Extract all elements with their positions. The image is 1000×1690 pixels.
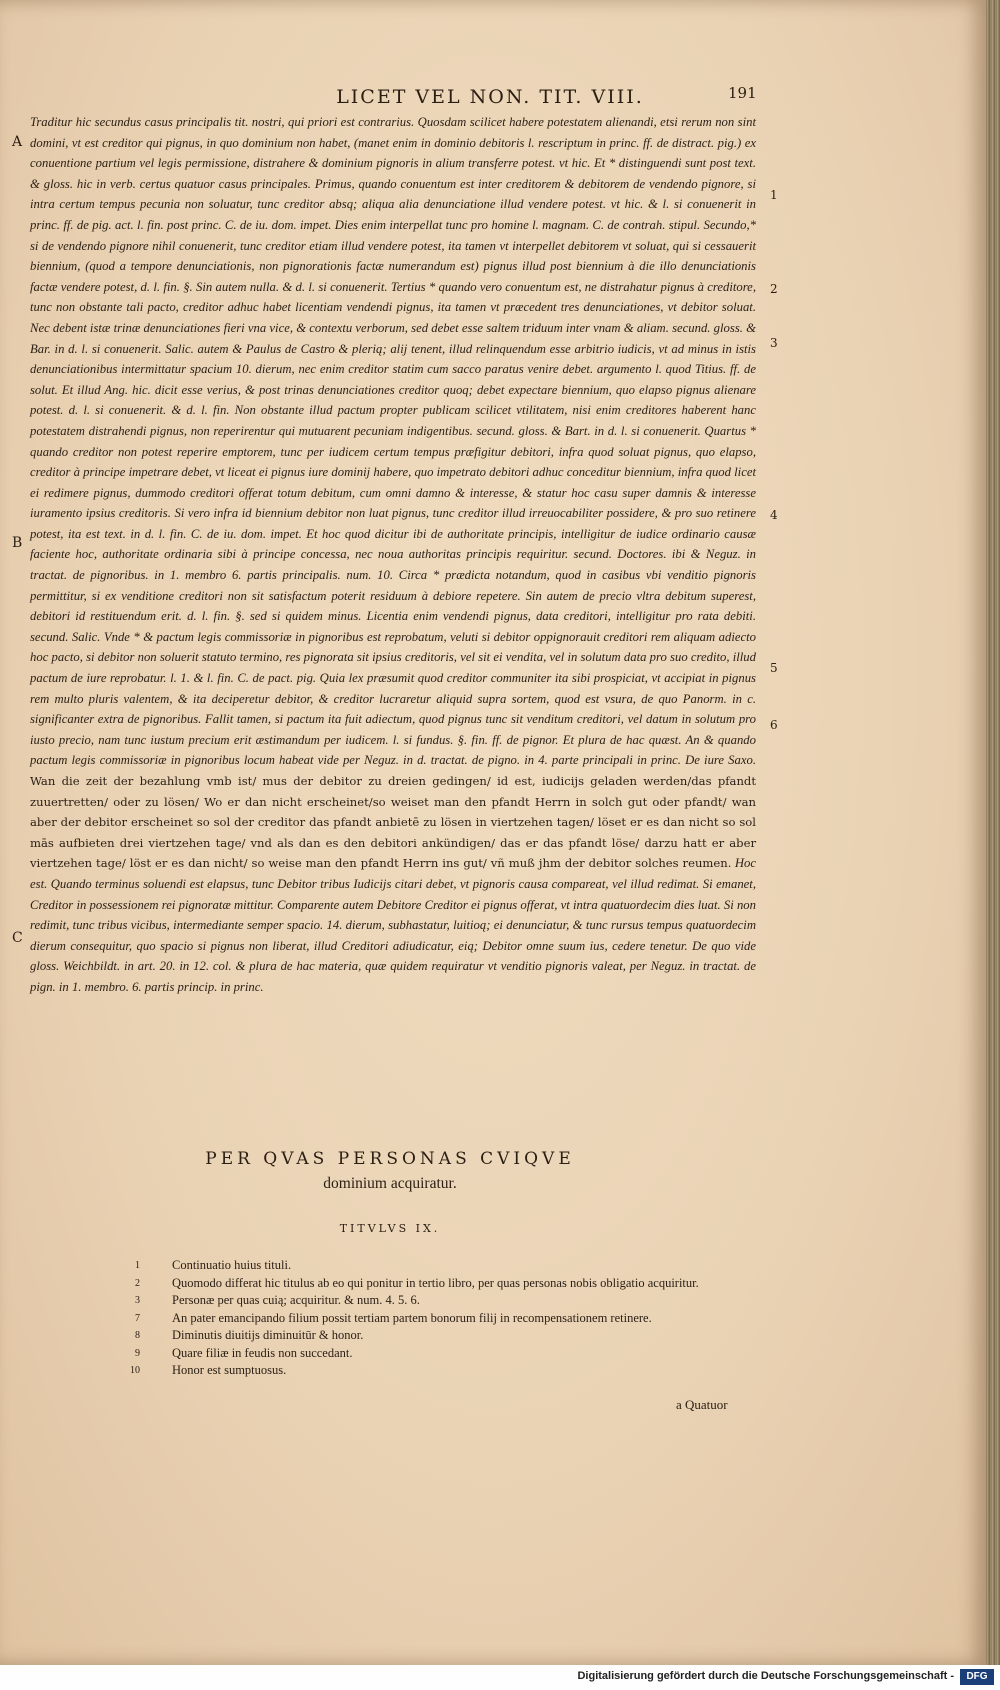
summary-item <box>120 1328 760 1344</box>
page-edge-stack <box>986 0 1000 1665</box>
catchword: a Quatuor <box>676 1397 728 1412</box>
summary-item-text: Diminutis diuitijs diminuitūr & honor. <box>172 1328 364 1342</box>
german-passage: Wan die zeit der bezahlung vmb ist/ mus der debitor zu dreien gedingen/ id est, iudicijs geladen werden/das pfandt zuuertretten/ oder zu lösen/ Wo er dan nicht erscheinet/so weiset man den pfandt Herrn in solch gut oder pfandt/ wan aber der debitor erscheinet so sol der creditor das pfandt anbietē zu lösen in viertzehen tagen/ löset er es dan nicht so sol mās aufbieten drei viertzehen tage/ vnd als dan es den debitori ankündigen/ das er das pfandt löse/ darzu hatt er aber viertzehen tage/ löst er es dan nicht/ so weise man den pfandt Herrn ins gut/ vñ muß jhm der debitor solches reumen. <box>30 774 756 871</box>
margin-number-2: 2 <box>770 282 778 296</box>
summary-item-number: 2 <box>135 1277 140 1289</box>
margin-number-5: 5 <box>770 661 778 675</box>
summary-item-number: 9 <box>135 1347 140 1359</box>
summary-item <box>120 1258 760 1274</box>
summary-item-number: 10 <box>130 1365 140 1376</box>
margin-letter-b: B <box>12 535 23 551</box>
margin-number-6: 6 <box>770 718 778 732</box>
commentary-text <box>30 112 756 998</box>
latin-commentary: Traditur hic secundus casus principalis tit. nostri, qui priori est contrarius. Quosdam scilicet habere potestatem alienandi, etsi rerum non sint domini, vt est creditor qui pignus, in quo dominium non habet, (manet enim in dominio debitoris l. rescriptum in princ. ff. de distract. pig.) ex conuentione partium vel legis permissione, distrahere & dominium pignoris in alium transferre potest. vt hic. Et * distinguendi sunt post text. & gloss. hic in verb. certus quatuor casus principales. Primus, quando conuentum est inter creditorem & debitorem de vendendo pignore, si intra certum tempus pecunia non soluatur, tunc creditor absq; aliqua alia denunciatione illud vendere potest. vt hic. & l. si conuenerit in princ. ff. de pig. act. l. fin. post princ. C. de iu. dom. impet. Dies enim interpellat tunc pro homine l. magnam. C. de contrah. stipul. Secundo,* si de vendendo pignore nihil conuenerit, tunc creditor etiam illud vendere potest, ita tamen vt interpellet debitorem vt soluat, qui si cessauerit biennium, (quod a tempore denunciationis, non pignorationis factæ numerandum est) pignus illud post biennium à die illo denunciationis factæ vendere potest, d. l. fin. §. Sin autem nulla. & d. l. si conuenerit. Tertius * quando vero conuentum est, ne distrahatur pignus à creditore, tunc non obstante tali pacto, creditor adhuc habet licentiam vendendi pignus, ita tamen vt præcedent tres denunciationes, vt debitor soluat. Nec debent istæ trinæ denunciationes fieri vna vice, & contextu verborum, sed debet esse saltem triduum inter vnam & aliam. secund. gloss. & Bar. in d. l. si conuenerit. Salic. autem & Paulus de Castro & plerią; alij tenent, illud relinquendum esse arbitrio iudicis, vt ad minus in istis denunciationibus intermittatur spacium 10. dierum, nec enim creditor statim cum sacco paratus venire debet. argumento l. quod Titius. ff. de solut. Et illud Ang. hic. dicit esse verius, & post trinas denunciationes creditor quoq; debet expectare biennium, quo elapso pignus alienare potest. d. l. si conuenerit. & d. l. fin. Non obstante illud pactum propter publicam scilicet vtilitatem, nisi enim creditores haberent hanc potestatem distrahendi pignus, non reperirentur qui mutuarent pecuniam indigentibus. secund. gloss. & Bart. in d. l. si conuenerit. Quartus * quando creditor non potest reperire emptorem, tunc per iudicem certum tempus præfigitur debitori, infra quod soluat pignus, quo elapso, creditor à principe impetrare debet, vt liceat ei pignus iure dominij habere, quo impetrato debitori adhuc conceditur biennium, infra quod licet ei redimere pignus, dummodo creditori offerat totum debitum, cum omni damno & interesse, & statur hoc casu super damnis & interesse iuramento ipsius creditoris. Si vero infra id biennium debitor non luat pignus, tunc creditor illud irreuocabiliter possidere, & pro suo retinere potest, ita est text. in d. l. fin. C. de iu. dom. impet. Et hoc quod dicitur ibi de authoritate principis, intelligitur de iudice ordinario causæ faciente hoc, authoritate ordinaria sibi à principe concessa, nec noua authoritas principis requiritur. secund. Doctores. ibi & Neguz. in tractat. de pignoribus. in 1. membro 6. partis principalis. num. 10. Circa * prædicta notandum, quod in casibus vbi venditio pignoris permittitur, si ex venditione creditori non sit satisfactum poterit residuum à debiore repetere. Sin autem de precio vltra debitum superest, debitori id restituendum erit. d. l. fin. §. sed si quidem minus. Licentia enim vendendi pignus, data creditori, intelligitur pro rata debiti. secund. Salic. Vnde * & pactum legis commissoriæ in pignoribus est reprobatum, veluti si debitor oppignorauit creditori rem aliquam adiecto hoc pacto, si debitor non soluerit statuto termino, res pignorata sit ipsius creditoris, vel sit ei vendita, vel in solutum data pro suo credito, illud pactum de iure reprobatur. l. 1. & l. fin. C. de pact. pig. Quia lex præsumit quod creditor communiter ita sibi prospiciat, vt accipiat in pignus rem multo pluris valentem, & ita deciperetur debitor, & creditor lucraretur aliquid supra sortem, quod est vsura, de quo Panorm. in c. significanter extra de pignoribus. Fallit tamen, si pactum ita fuit adiectum, quod pignus tunc sit venditum creditori, vel datum in solutum pro iusto precio, nam tunc iustum precium erit æstimandum per iudicem. l. si fundus. §. fin. ff. de pignor. Et plura de hac quæst. An & quando pactum legis commissoriæ in pignoribus locum habeat vide per Neguz. in d. tractat. de pigno. in 4. parte principali in princ. De iure Saxo. <box>30 115 756 768</box>
funding-notice: Digitalisierung gefördert durch die Deutsche Forschungsgemeinschaft - <box>577 1670 954 1682</box>
summary-list <box>120 1258 760 1381</box>
section-subtitle: dominium acquiratur. <box>323 1175 457 1192</box>
margin-number-3: 3 <box>770 336 778 350</box>
summary-item <box>120 1363 760 1379</box>
section-title: PER QVAS PERSONAS CVIQVE <box>205 1149 575 1169</box>
summary-item-number: 7 <box>135 1312 140 1324</box>
summary-item-number: 8 <box>135 1330 140 1341</box>
latin-explanation: Hoc est. Quando terminus soluendi est elapsus, tunc Debitor tribus Iudicijs citari debet, vt pignoris causa compareat, vel illud redimat. Si emanet, Creditor in possessionem rei pignoratæ mittitur. Comparente autem Debitore Creditor ei pignus offerat, vt intra quatuordecim dies luat. Si non redimit, tunc tribus vicibus, intermediante semper spacio. 14. dierum, subhastatur, luitioą; ei denunciatur, & tunc rursus tempus quatuordecim dierum consequitur, quo spacio si pignus non liberat, illud Creditori adiudicatur, eią; Debitor omne suum ius, cedere tenetur. De quo vide gloss. Weichbildt. in art. 20. in 12. col. & plura de hac materia, quæ quidem requiratur vt venditio pignoris valeat, per Neguz. in tractat. de pign. in 1. membro. 6. partis princip. in princ. <box>30 856 756 994</box>
running-title: LICET VEL NON. TIT. VIII. <box>336 86 644 108</box>
footer-bar <box>0 1665 1000 1690</box>
summary-item <box>120 1276 760 1292</box>
summary-item <box>120 1293 760 1309</box>
summary-item-text: An pater emancipando filium possit tertiam partem bonorum filij in recompensationem retinere. <box>172 1310 652 1325</box>
margin-letter-a: A <box>12 134 23 150</box>
summary-item <box>120 1311 760 1327</box>
summary-item-number: 1 <box>135 1260 140 1271</box>
summary-item-text: Quare filiæ in feudis non succedant. <box>172 1345 353 1360</box>
titulus-heading: TITVLVS IX. <box>339 1222 441 1235</box>
margin-letter-c: C <box>12 930 23 946</box>
summary-item-text: Continuatio huius tituli. <box>172 1258 292 1272</box>
dfg-logo-icon: DFG <box>960 1669 994 1685</box>
summary-item-text: Personæ per quas cuią; acquiritur. & num. 4. 5. 6. <box>172 1293 420 1307</box>
margin-number-4: 4 <box>770 508 778 522</box>
summary-item-text: Honor est sumptuosus. <box>172 1363 287 1377</box>
summary-item-text: Quomodo differat hic titulus ab eo qui ponitur in tertio libro, per quas personas nobis obligatio acquiritur. <box>172 1275 699 1290</box>
folio-number: 191 <box>728 84 757 102</box>
margin-number-1: 1 <box>770 188 778 202</box>
summary-item-number: 3 <box>135 1295 140 1306</box>
summary-item <box>120 1346 760 1362</box>
